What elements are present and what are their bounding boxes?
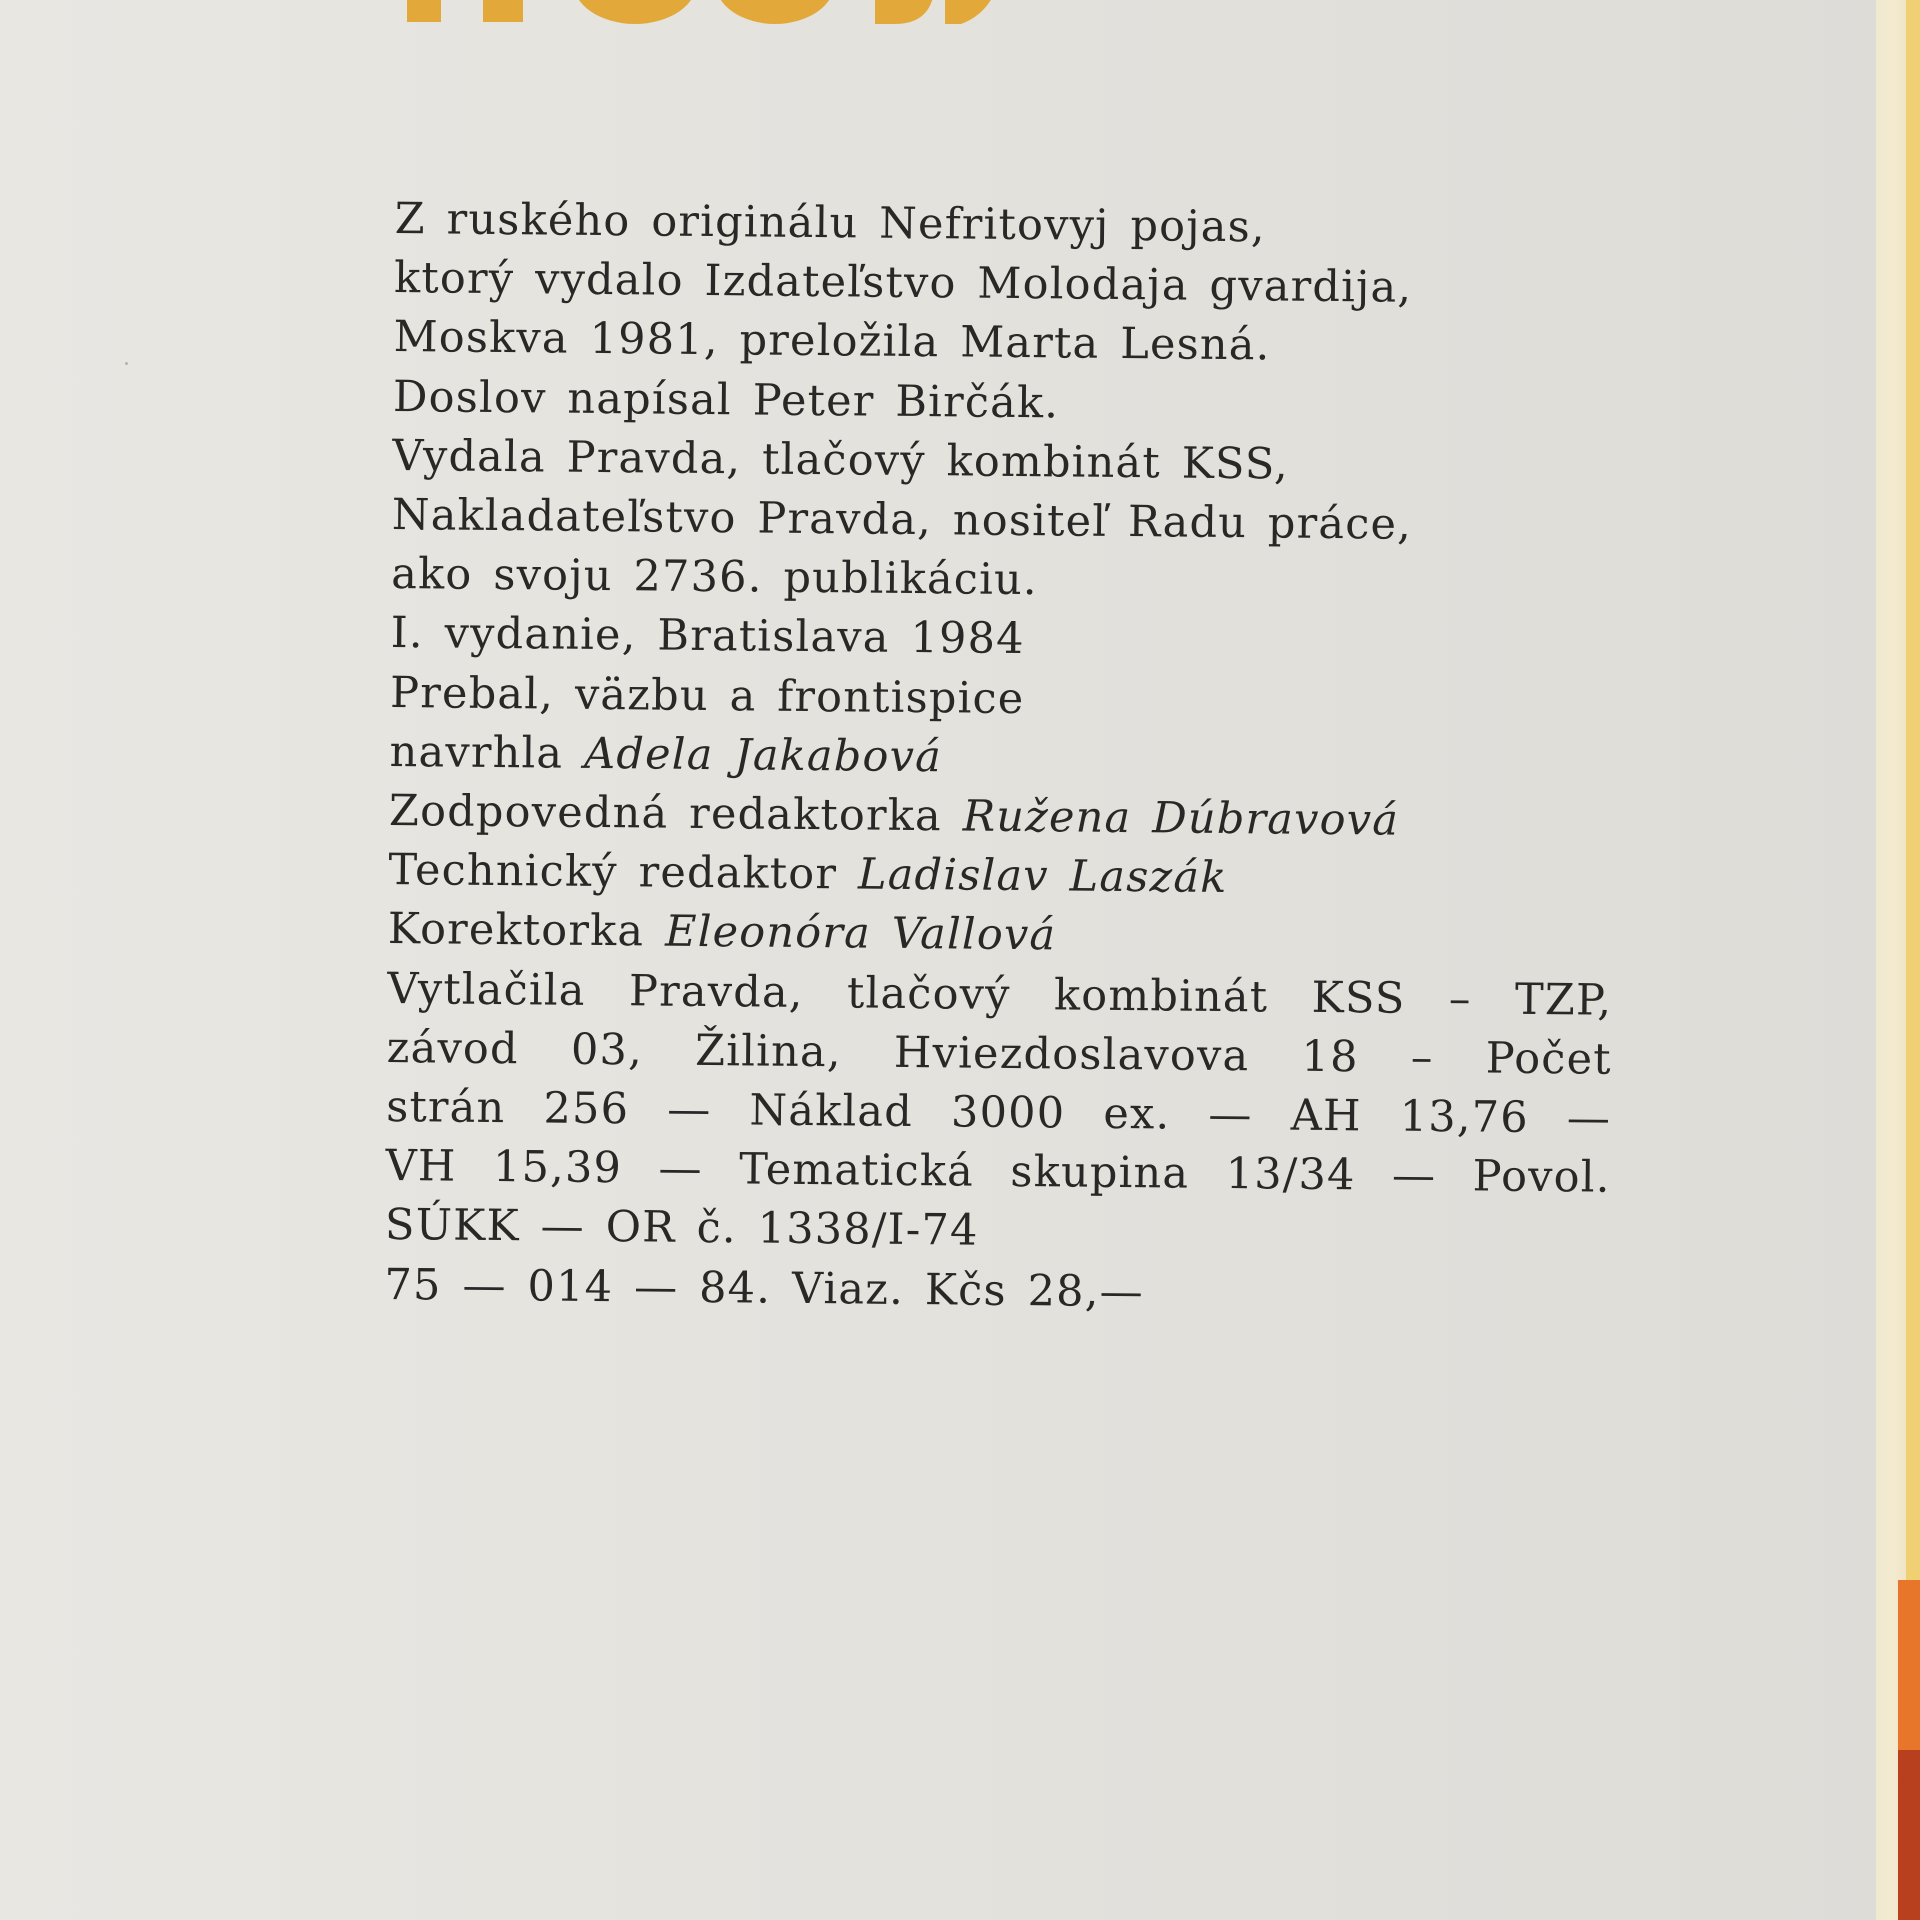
translation-line: Moskva 1981, preložila Marta Lesná. xyxy=(393,312,1271,371)
translation-line: ktorý vydalo Izdateľstvo Molodaja gvardija, xyxy=(393,253,1413,313)
editor-label: Zodpovedná redaktorka xyxy=(388,786,943,842)
editor-name: Ružena Dúbravová xyxy=(962,791,1400,846)
publisher-line: Vydala Pravda, tlačový kombinát KSS, xyxy=(392,430,1290,490)
translation-line: Doslov napísal Peter Birčák. xyxy=(392,371,1060,428)
cover-designer-label: navrhla xyxy=(389,726,564,779)
publisher-line: ako svoju 2736. publikáciu. xyxy=(391,549,1039,606)
title-glyphs xyxy=(405,0,1025,34)
translation-line: Z ruského originálu Nefritovyj pojas, xyxy=(394,193,1267,253)
printer-line: závod 03, Žilina, Hviezdoslavova 18 – Počet xyxy=(386,1022,1612,1085)
approval-line: SÚKK — OR č. 1338/I-74 xyxy=(384,1200,979,1257)
technical-editor-label: Technický redaktor xyxy=(388,845,838,900)
edition-line: I. vydanie, Bratislava 1984 xyxy=(390,608,1025,665)
printer-line: VH 15,39 — Tematická skupina 13/34 — Povol. xyxy=(385,1141,1611,1203)
title-fragment xyxy=(405,0,1025,34)
colophon xyxy=(384,190,1620,1327)
price-line: 75 — 014 — 84. Viaz. Kčs 28,— xyxy=(384,1259,1145,1317)
cover-designer-name: Adela Jakabová xyxy=(583,728,943,783)
cover-edge-yellow-stripe xyxy=(1906,0,1920,1580)
technical-editor-name: Ladislav Laszák xyxy=(857,849,1228,904)
cover-edge-red-stripe xyxy=(1898,1750,1920,1920)
publisher-line: Nakladateľstvo Pravda, nositeľ Radu práce, xyxy=(391,490,1413,550)
paper-speck xyxy=(125,362,128,365)
cover-edge xyxy=(1876,0,1920,1920)
cover-design-line: Prebal, väzbu a frontispice xyxy=(389,667,1025,724)
proofreader-name: Eleonóra Vallová xyxy=(664,907,1057,961)
printer-line: strán 256 — Náklad 3000 ex. — AH 13,76 — xyxy=(385,1082,1612,1144)
cover-edge-orange-stripe xyxy=(1898,1580,1920,1750)
printer-line: Vytlačila Pravda, tlačový kombinát KSS – TZP, xyxy=(387,963,1613,1026)
proofreader-label: Korektorka xyxy=(387,904,645,957)
